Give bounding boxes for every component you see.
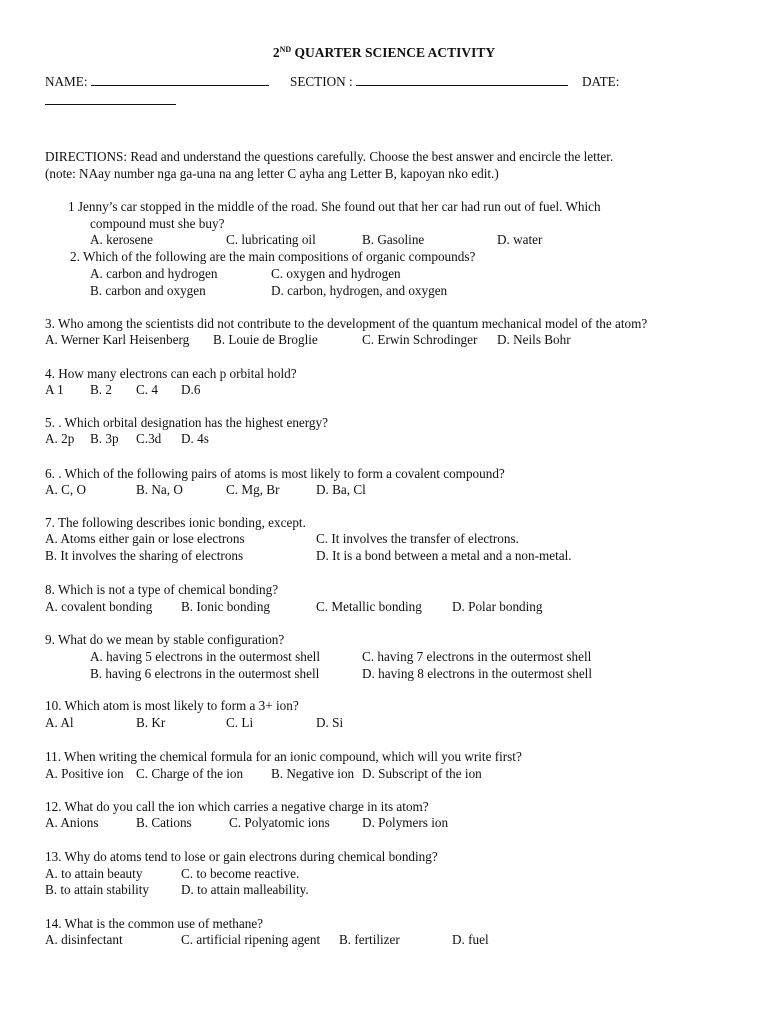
- date-field: [45, 93, 176, 110]
- question-3-text: 3. Who among the scientists did not contribute to the development of the quantum mechanical model of the atom?: [45, 316, 648, 331]
- question-2-text: 2. Which of the following are the main compositions of organic compounds?: [70, 249, 476, 264]
- name-blank[interactable]: [91, 74, 269, 86]
- question-13-option-d[interactable]: D. to attain malleability.: [181, 882, 309, 897]
- question-9-option-a[interactable]: A. having 5 electrons in the outermost shell: [90, 649, 321, 664]
- directions-text: Read and understand the questions carefully. Choose the best answer and encircle the letter.: [127, 149, 614, 164]
- question-11-option-b[interactable]: B. Negative ion: [271, 766, 355, 781]
- question-5-text: 5. . Which orbital designation has the highest energy?: [45, 415, 328, 430]
- question-14-option-a[interactable]: A. disinfectant: [45, 932, 123, 947]
- question-9-option-b[interactable]: B. having 6 electrons in the outermost shell: [90, 666, 320, 681]
- question-3-option-a[interactable]: A. Werner Karl Heisenberg: [45, 332, 190, 347]
- question-13-text: 13. Why do atoms tend to lose or gain electrons during chemical bonding?: [45, 849, 438, 864]
- question-10-option-d[interactable]: D. Si: [316, 715, 344, 730]
- question-10-option-a[interactable]: A. Al: [45, 715, 74, 730]
- question-8-text: 8. Which is not a type of chemical bonding?: [45, 582, 279, 597]
- section-label: SECTION :: [290, 74, 353, 89]
- question-6-option-b[interactable]: B. Na, O: [136, 482, 183, 497]
- question-3-option-c[interactable]: C. Erwin Schrodinger: [362, 332, 478, 347]
- question-2-option-d[interactable]: D. carbon, hydrogen, and oxygen: [271, 283, 448, 298]
- question-4-option-c[interactable]: C. 4: [136, 382, 158, 397]
- question-13-option-a[interactable]: A. to attain beauty: [45, 866, 143, 881]
- question-2-option-b[interactable]: B. carbon and oxygen: [90, 283, 206, 298]
- page-title: 2ND QUARTER SCIENCE ACTIVITY: [272, 45, 496, 60]
- question-12-option-a[interactable]: A. Anions: [45, 815, 99, 830]
- question-1-option-d[interactable]: D. water: [497, 232, 543, 247]
- question-12-option-c[interactable]: C. Polyatomic ions: [229, 815, 330, 830]
- question-6-option-d[interactable]: D. Ba, Cl: [316, 482, 366, 497]
- question-5-option-c[interactable]: C.3d: [136, 431, 162, 446]
- question-3-option-b[interactable]: B. Louie de Broglie: [213, 332, 318, 347]
- question-11-option-a[interactable]: A. Positive ion: [45, 766, 124, 781]
- question-1-option-b[interactable]: B. Gasoline: [362, 232, 425, 247]
- directions: [45, 149, 613, 166]
- question-8-option-b[interactable]: B. Ionic bonding: [181, 599, 271, 614]
- directions-label: DIRECTIONS:: [45, 149, 128, 164]
- question-12-text: 12. What do you call the ion which carries a negative charge in its atom?: [45, 799, 429, 814]
- question-7-option-c[interactable]: C. It involves the transfer of electrons.: [316, 531, 519, 546]
- question-13-option-c[interactable]: C. to become reactive.: [181, 866, 300, 881]
- question-9-option-d[interactable]: D. having 8 electrons in the outermost shell: [362, 666, 593, 681]
- question-5-option-b[interactable]: B. 3p: [90, 431, 119, 446]
- question-14-option-c[interactable]: C. artificial ripening agent: [181, 932, 321, 947]
- date-blank[interactable]: [45, 93, 176, 105]
- question-11-option-d[interactable]: D. Subscript of the ion: [362, 766, 482, 781]
- question-4-option-d[interactable]: D.6: [181, 382, 201, 397]
- question-4-option-b[interactable]: B. 2: [90, 382, 112, 397]
- question-7-option-a[interactable]: A. Atoms either gain or lose electrons: [45, 531, 245, 546]
- question-14-text: 14. What is the common use of methane?: [45, 916, 264, 931]
- question-14-option-d[interactable]: D. fuel: [452, 932, 489, 947]
- question-4-text: 4. How many electrons can each p orbital hold?: [45, 366, 297, 381]
- question-8-option-d[interactable]: D. Polar bonding: [452, 599, 543, 614]
- question-7-text: 7. The following describes ionic bonding, except.: [45, 515, 306, 530]
- question-10-option-c[interactable]: C. Li: [226, 715, 254, 730]
- question-6-option-c[interactable]: C. Mg, Br: [226, 482, 280, 497]
- question-2-option-a[interactable]: A. carbon and hydrogen: [90, 266, 218, 281]
- question-8-option-c[interactable]: C. Metallic bonding: [316, 599, 422, 614]
- question-13-option-b[interactable]: B. to attain stability: [45, 882, 150, 897]
- directions-note: (note: NAay number nga ga-una na ang letter C ayha ang Letter B, kapoyan nko edit.): [45, 166, 499, 181]
- question-9-option-c[interactable]: C. having 7 electrons in the outermost shell: [362, 649, 592, 664]
- question-9-text: 9. What do we mean by stable configuration?: [45, 632, 285, 647]
- question-6-option-a[interactable]: A. C, O: [45, 482, 87, 497]
- question-2-option-c[interactable]: C. oxygen and hydrogen: [271, 266, 401, 281]
- section-blank[interactable]: [356, 74, 568, 86]
- question-10-option-b[interactable]: B. Kr: [136, 715, 166, 730]
- question-10-text: 10. Which atom is most likely to form a 3+ ion?: [45, 698, 299, 713]
- question-1-text: 1 Jenny’s car stopped in the middle of the road. She found out that her car had run out of fuel. Which: [68, 199, 601, 214]
- question-12-option-d[interactable]: D. Polymers ion: [362, 815, 449, 830]
- question-11-text: 11. When writing the chemical formula for an ionic compound, which will you write first?: [45, 749, 522, 764]
- question-1-option-c[interactable]: C. lubricating oil: [226, 232, 316, 247]
- question-7-option-d[interactable]: D. It is a bond between a metal and a non-metal.: [316, 548, 572, 563]
- question-4-option-a[interactable]: A 1: [45, 382, 64, 397]
- section-field: [290, 74, 568, 91]
- question-14-option-b[interactable]: B. fertilizer: [339, 932, 400, 947]
- question-5-option-a[interactable]: A. 2p: [45, 431, 75, 446]
- question-11-option-c[interactable]: C. Charge of the ion: [136, 766, 244, 781]
- question-12-option-b[interactable]: B. Cations: [136, 815, 192, 830]
- question-8-option-a[interactable]: A. covalent bonding: [45, 599, 153, 614]
- question-1-option-a[interactable]: A. kerosene: [90, 232, 153, 247]
- question-6-text: 6. . Which of the following pairs of atoms is most likely to form a covalent compound?: [45, 466, 505, 481]
- name-label: NAME:: [45, 74, 88, 89]
- question-7-option-b[interactable]: B. It involves the sharing of electrons: [45, 548, 244, 563]
- date-label: DATE:: [582, 74, 620, 89]
- question-5-option-d[interactable]: D. 4s: [181, 431, 209, 446]
- name-field: [45, 74, 269, 91]
- question-1-text-cont: compound must she buy?: [90, 216, 225, 231]
- question-3-option-d[interactable]: D. Neils Bohr: [497, 332, 571, 347]
